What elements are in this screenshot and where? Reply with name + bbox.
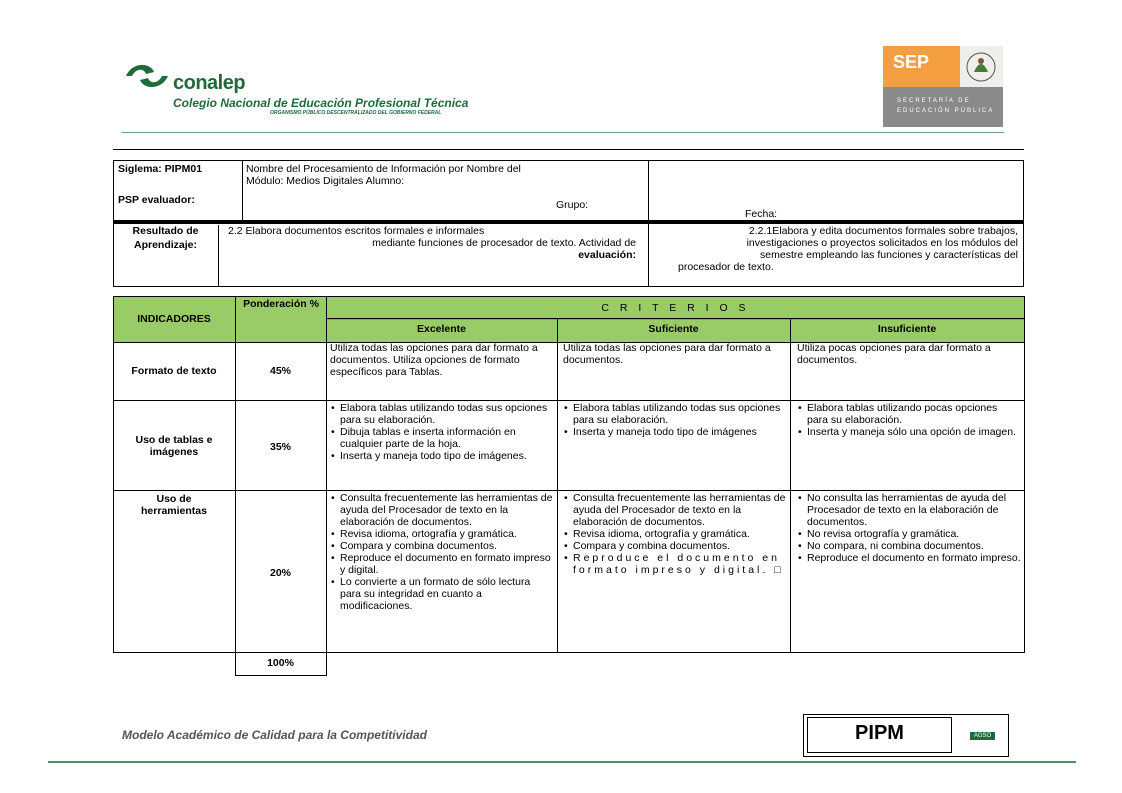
indicadores-header: INDICADORES xyxy=(137,313,211,325)
insuficiente-header: Insuficiente xyxy=(877,323,937,335)
list-item: • Compara y combina documentos. xyxy=(563,540,787,552)
footer-model-text: Modelo Académico de Calidad para la Competitividad xyxy=(122,728,427,742)
row1-ponderacion: 45% xyxy=(269,365,291,377)
sep-subtitle-2: EDUCACIÓN PÚBLICA xyxy=(897,108,995,114)
actividad-text-4: procesador de texto. xyxy=(678,261,774,273)
list-item: • Consulta frecuentemente las herramientas de ayuda del Procesador de texto en la elaboración de documentos. xyxy=(330,492,554,528)
total-ponderacion: 100% xyxy=(267,657,294,669)
nombre-line-1: Nombre del Procesamiento de Información por Nombre del xyxy=(246,163,521,175)
row2-insuficiente-list xyxy=(797,402,1021,438)
conalep-logo-name: conalep xyxy=(173,72,246,94)
list-item: • No revisa ortografía y gramática. xyxy=(797,528,1023,540)
list-item: • Consulta frecuentemente las herramientas de ayuda del Procesador de texto en la elaboración de documentos. xyxy=(563,492,787,528)
list-item: • Elabora tablas utilizando todas sus opciones para su elaboración. xyxy=(330,402,554,426)
psp-evaluador-label: PSP evaluador: xyxy=(118,194,195,206)
list-item: • Reproduce el documento en formato impreso y digital. xyxy=(330,552,554,576)
row1-indicador: Formato de texto xyxy=(131,365,217,377)
row3-insuficiente-list xyxy=(797,492,1023,564)
row3-suficiente-list xyxy=(563,492,787,576)
row1-excelente: Utiliza todas las opciones para dar formato a documentos. Utiliza opciones de formato específicos para Tablas. xyxy=(330,342,538,378)
info-table xyxy=(113,149,1024,287)
row3-ponderacion: 20% xyxy=(269,567,291,579)
resultado-text-3: evaluación: xyxy=(578,249,636,261)
conalep-logo-icon xyxy=(122,58,172,94)
mexico-seal-icon xyxy=(960,46,1003,87)
siglema-label: Siglema: PIPM01 xyxy=(118,163,203,175)
row3-indicador: Uso de herramientas xyxy=(141,493,207,517)
row1-insuficiente: Utiliza pocas opciones para dar formato a documentos. xyxy=(797,342,991,366)
row2-indicador: Uso de tablas e imágenes xyxy=(135,434,213,458)
header-divider xyxy=(122,132,1004,133)
resultado-text-1: 2.2 Elabora documentos escritos formales e informales xyxy=(228,225,485,237)
resultado-text-2: mediante funciones de procesador de texto. Actividad de xyxy=(372,237,636,249)
list-item: • Dibuja tablas e inserta información en cualquier parte de la hoja. xyxy=(330,426,554,450)
list-item: • Inserta y maneja todo tipo de imágenes. xyxy=(330,450,554,462)
row1-suficiente: Utiliza todas las opciones para dar formato a documentos. xyxy=(563,342,771,366)
list-item: • Reproduce el documento en formato impreso y digital. □ xyxy=(563,552,787,576)
actividad-text-2: investigaciones o proyectos solicitados en los módulos del xyxy=(746,237,1018,249)
sep-logo-title: SEP xyxy=(893,52,930,72)
footer-divider xyxy=(48,761,1076,763)
suficiente-header: Suficiente xyxy=(648,323,699,335)
actividad-text-3: semestre empleando las funciones y características del xyxy=(760,249,1018,261)
grupo-label: Grupo: xyxy=(556,199,589,211)
list-item: • Inserta y maneja sólo una opción de imagen. xyxy=(797,426,1021,438)
row2-excelente-list xyxy=(330,402,554,462)
list-item: • No compara, ni combina documentos. xyxy=(797,540,1023,552)
list-item: • Revisa idioma, ortografía y gramática. xyxy=(563,528,787,540)
pipm-code: PIPM xyxy=(855,722,904,744)
list-item: • Compara y combina documentos. xyxy=(330,540,554,552)
nombre-line-2: Módulo: Medios Digitales Alumno: xyxy=(246,175,405,187)
list-item: • Reproduce el documento en formato impreso. xyxy=(797,552,1023,564)
list-item: • Elabora tablas utilizando pocas opciones para su elaboración. xyxy=(797,402,1021,426)
criterios-header: C R I T E R I O S xyxy=(601,302,750,314)
list-item: • Revisa idioma, ortografía y gramática. xyxy=(330,528,554,540)
list-item: • No consulta las herramientas de ayuda del Procesador de texto en la elaboración de documentos. xyxy=(797,492,1023,528)
excelente-header: Excelente xyxy=(416,323,467,335)
row2-suficiente-list xyxy=(563,402,787,438)
fecha-label: Fecha: xyxy=(745,208,778,220)
row2-ponderacion: 35% xyxy=(269,441,291,453)
conalep-subtitle: ORGANISMO PÚBLICO DESCENTRALIZADO DEL GOBIERNO FEDERAL xyxy=(270,110,442,116)
resultado-label-1: Resultado de xyxy=(132,225,199,237)
resultado-label-2: Aprendizaje: xyxy=(133,239,197,251)
list-item: • Inserta y maneja todo tipo de imágenes xyxy=(563,426,787,438)
ponderacion-header: Ponderación % xyxy=(243,298,319,310)
actividad-text-1: 2.2.1Elabora y edita documentos formales sobre trabajos, xyxy=(748,225,1018,237)
conalep-full-name: Colegio Nacional de Educación Profesional Técnica xyxy=(173,96,469,110)
list-item: • Elabora tablas utilizando todas sus opciones para su elaboración. xyxy=(563,402,787,426)
row3-excelente-list xyxy=(330,492,554,612)
list-item: • Lo convierte a un formato de sólo lectura para su integridad en cuanto a modificaciones. xyxy=(330,576,554,612)
agso-badge: AGSO xyxy=(970,732,995,740)
sep-subtitle-1: SECRETARÍA DE xyxy=(897,98,971,104)
